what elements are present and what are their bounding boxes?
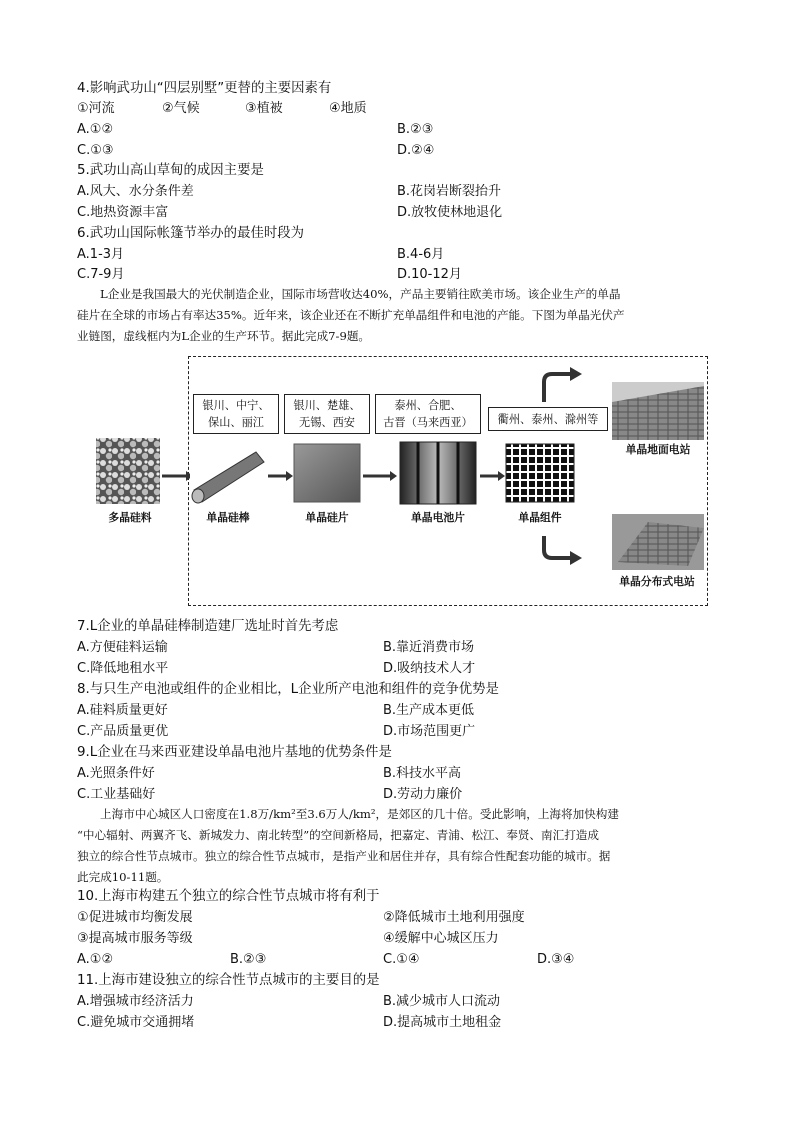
q7-stem: 7.L企业的单晶硅棒制造建厂选址时首先考虑: [77, 619, 339, 634]
q10-option-c: C.①④: [383, 952, 420, 967]
q4-option-a: A.①②: [77, 122, 114, 137]
q7-option-d: D.吸纳技术人才: [383, 661, 476, 676]
q10-item-3: ③提高城市服务等级: [77, 931, 193, 946]
q11-option-c: C.避免城市交通拥堵: [77, 1015, 195, 1030]
q9-option-a: A.光照条件好: [77, 766, 155, 781]
solar-module-image: [506, 444, 574, 502]
q10-stem: 10.上海市构建五个独立的综合性节点城市将有利于: [77, 889, 380, 904]
caption-solar-module: 单晶组件: [518, 511, 562, 524]
q10-item-4: ④缓解中心城区压力: [383, 931, 499, 946]
material-2-line-4: 此完成10-11题。: [77, 870, 169, 884]
caption-silicon-rod: 单晶硅棒: [206, 511, 250, 524]
place-wafer-line-1: 银川、楚雄、: [293, 399, 361, 412]
q11-stem: 11.上海市建设独立的综合性节点城市的主要目的是: [77, 973, 380, 988]
q4-item-1: ①河流: [77, 101, 115, 116]
q4-stem: 4.影响武功山“四层别墅”更替的主要因素有: [77, 81, 332, 96]
place-rod-line-1: 银川、中宁、: [202, 399, 270, 412]
q7-option-a: A.方便硅料运输: [77, 640, 168, 655]
q10-option-a: A.①②: [77, 952, 114, 967]
q11-option-d: D.提高城市土地租金: [383, 1015, 502, 1030]
q5-option-c: C.地热资源丰富: [77, 205, 169, 220]
q4-item-3: ③植被: [245, 101, 283, 116]
q10-option-b: B.②③: [230, 952, 267, 967]
caption-polysilicon: 多晶硅料: [108, 511, 152, 524]
place-cell-line-2: 古晋（马来西亚）: [383, 416, 473, 429]
q10-item-2: ②降低城市土地利用强度: [383, 910, 525, 925]
q4-item-2: ②气候: [162, 101, 200, 116]
caption-solar-cell: 单晶电池片: [411, 511, 465, 524]
q8-option-d: D.市场范围更广: [383, 724, 476, 739]
ground-station-image: [612, 382, 704, 440]
arrow-to-ground-station: [544, 374, 572, 402]
q6-stem: 6.武功山国际帐篷节举办的最佳时段为: [77, 226, 305, 241]
caption-ground-station: 单晶地面电站: [625, 443, 691, 456]
q5-stem: 5.武功山高山草甸的成因主要是: [77, 163, 264, 178]
q9-option-c: C.工业基础好: [77, 787, 156, 802]
place-module-line-1: 衢州、泰州、滁州等: [497, 412, 599, 426]
silicon-rod-image: [190, 442, 268, 504]
material-1-line-2: 硅片在全球的市场占有率达35%。近年来，该企业还在不断扩充单晶组件和电池的产能。下图为单晶光伏产: [77, 308, 625, 322]
material-1-line-3: 业链图，虚线框内为L企业的生产环节。据此完成7-9题。: [77, 329, 371, 343]
q7-option-c: C.降低地租水平: [77, 661, 169, 676]
place-cell-line-1: 泰州、合肥、: [394, 399, 462, 412]
q8-option-b: B.生产成本更低: [383, 703, 475, 718]
diagram-graphics: [88, 352, 713, 612]
q7-option-b: B.靠近消费市场: [383, 640, 475, 655]
caption-silicon-wafer: 单晶硅片: [305, 511, 349, 524]
q4-item-4: ④地质: [329, 101, 367, 116]
polysilicon-image: [96, 438, 160, 504]
pv-industry-chain-diagram: [88, 352, 713, 612]
q5-option-d: D.放牧使林地退化: [397, 205, 503, 220]
q4-option-b: B.②③: [397, 122, 434, 137]
place-rod-line-2: 保山、丽江: [208, 416, 264, 429]
material-2-line-3: 独立的综合性节点城市。独立的综合性节点城市，是指产业和居住并存，具有综合性配套功能的城市。据: [77, 849, 611, 863]
material-2-line-2: “中心辐射、两翼齐飞、新城发力、南北转型”的空间新格局，把嘉定、青浦、松江、奉贤、南汇打造成: [77, 828, 599, 842]
q11-option-a: A.增强城市经济活力: [77, 994, 194, 1009]
q9-stem: 9.L企业在马来西亚建设单晶电池片基地的优势条件是: [77, 745, 392, 760]
q9-option-d: D.劳动力廉价: [383, 787, 463, 802]
material-1-line-1: L企业是我国最大的光伏制造企业，国际市场营收达40%，产品主要销往欧美市场。该企业生产的单晶: [100, 287, 621, 301]
q6-option-d: D.10-12月: [397, 267, 462, 282]
solar-cell-image: [400, 442, 476, 504]
q9-option-b: B.科技水平高: [383, 766, 462, 781]
q10-item-1: ①促进城市均衡发展: [77, 910, 193, 925]
q6-option-b: B.4-6月: [397, 247, 445, 262]
arrow-to-distributed-station: [544, 536, 572, 558]
q8-option-a: A.硅料质量更好: [77, 703, 168, 718]
q4-option-c: C.①③: [77, 143, 114, 158]
q5-option-a: A.风大、水分条件差: [77, 184, 194, 199]
q8-stem: 8.与只生产电池或组件的企业相比，L企业所产电池和组件的竞争优势是: [77, 682, 499, 697]
q8-option-c: C.产品质量更优: [77, 724, 169, 739]
material-2-line-1: 上海市中心城区人口密度在1.8万/km²至3.6万人/km²，是郊区的几十倍。受此影响，上海将加快构建: [100, 807, 619, 821]
q4-option-d: D.②④: [397, 143, 435, 158]
caption-distributed-station: 单晶分布式电站: [619, 575, 695, 588]
q6-option-a: A.1-3月: [77, 247, 125, 262]
q11-option-b: B.减少城市人口流动: [383, 994, 501, 1009]
distributed-station-image: [612, 514, 704, 570]
q10-option-d: D.③④: [537, 952, 575, 967]
silicon-wafer-image: [294, 444, 360, 502]
q5-option-b: B.花岗岩断裂抬升: [397, 184, 502, 199]
q6-option-c: C.7-9月: [77, 267, 125, 282]
place-wafer-line-2: 无锡、西安: [299, 416, 355, 429]
